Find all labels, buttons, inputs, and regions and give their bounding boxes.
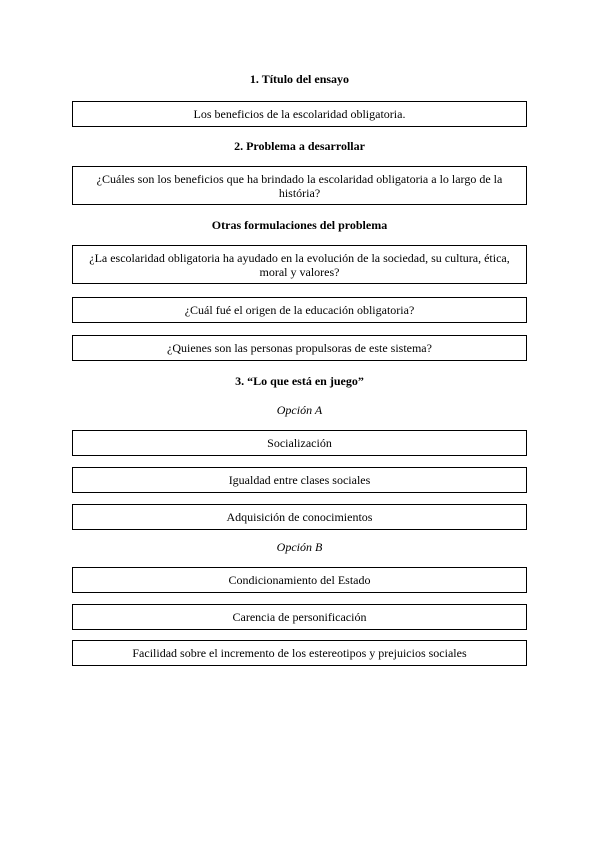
option-a-box-3: Adquisición de conocimientos — [72, 504, 527, 530]
option-b-box-2: Carencia de personificación — [72, 604, 527, 630]
essay-title-box: Los beneficios de la escolaridad obligatoria. — [72, 101, 527, 127]
option-b-label: Opción B — [276, 540, 323, 554]
option-a-label: Opción A — [276, 403, 323, 417]
formulation-box-2: ¿Cuál fué el origen de la educación obligatoria? — [72, 297, 527, 323]
formulation-box-3: ¿Quienes son las personas propulsoras de este sistema? — [72, 335, 527, 361]
option-b-box-3: Facilidad sobre el incremento de los estereotipos y prejuicios sociales — [72, 640, 527, 666]
option-b-box-1: Condicionamiento del Estado — [72, 567, 527, 593]
formulation-box-1: ¿La escolaridad obligatoria ha ayudado en la evolución de la sociedad, su cultura, ética, moral y valores? — [72, 245, 527, 284]
section-1-heading: 1. Título del ensayo — [249, 72, 350, 86]
option-a-box-1: Socialización — [72, 430, 527, 456]
section-2-heading: 2. Problema a desarrollar — [234, 139, 365, 153]
other-formulations-heading: Otras formulaciones del problema — [211, 218, 388, 232]
problem-box: ¿Cuáles son los beneficios que ha brindado la escolaridad obligatoria a lo largo de la história? — [72, 166, 527, 205]
option-a-box-2: Igualdad entre clases sociales — [72, 467, 527, 493]
section-3-heading: 3. “Lo que está en juego” — [235, 374, 364, 388]
